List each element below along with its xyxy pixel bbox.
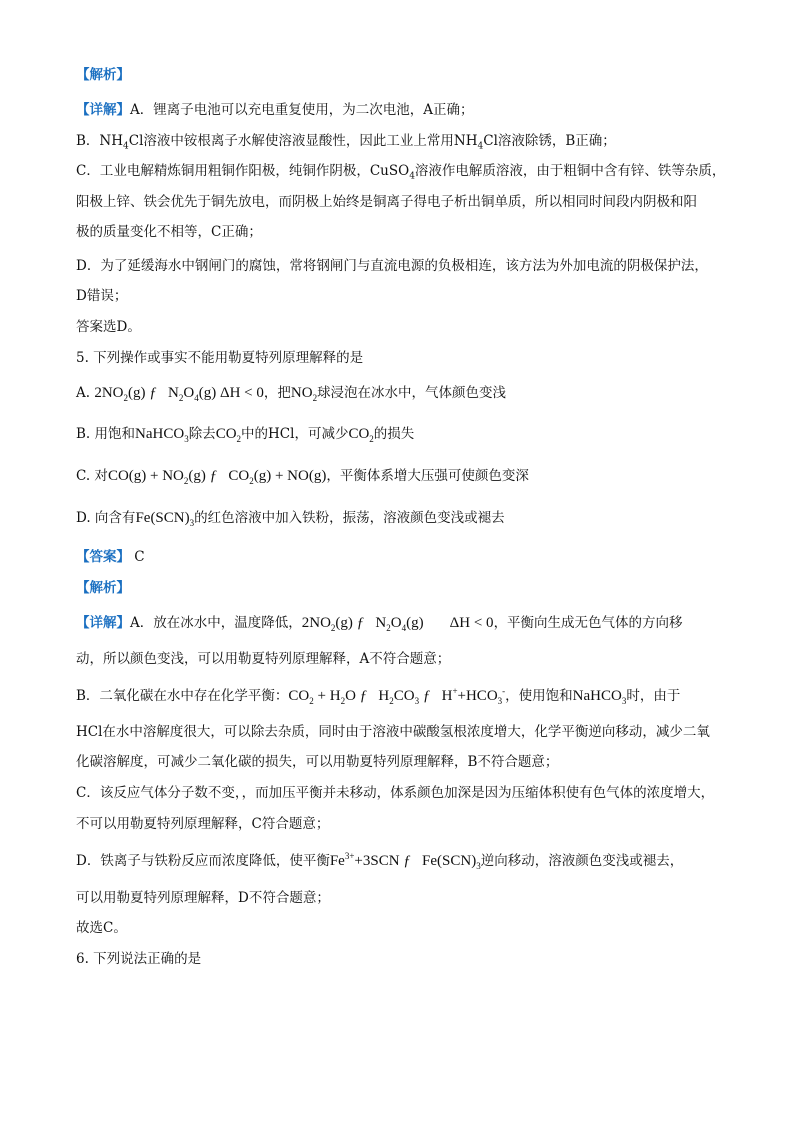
text-line: D．铁离子与铁粉反应而浓度降低，使平衡$Fe^{3+}+3SCN$ ƒ $Fe(SCN)_3$逆向移动，溶液颜色变浅或褪去， — [76, 851, 684, 871]
answer-line: 【答案】 C — [76, 549, 145, 565]
text-line: HCl在水中溶解度很大，可以除去杂质，同时由于溶液中碳酸氢根浓度增大，化学平衡逆向移动，减少二氧 — [76, 724, 710, 740]
text-line: C．工业电解精炼铜用粗铜作阳极，纯铜作阴极，CuSO$_4$溶液作电解质溶液，由于粗铜中含有锌、铁等杂质， — [76, 163, 726, 182]
section-heading-analysis: 【解析】 — [76, 67, 130, 83]
option-b: B. 用饱和NaHCO$_3$除去$CO_2$中的HCl，可减少$CO_2$的损失 — [76, 426, 415, 444]
text-line: 【详解】A．放在冰水中，温度降低，$2NO_2(g)$ ƒ $N_2O_4(g) \Delta H < 0$，平衡向生成无色气体的方向移 — [76, 615, 683, 633]
text-line: D．为了延缓海水中钢闸门的腐蚀，常将钢闸门与直流电源的负极相连，该方法为外加电流的阴极保护法， — [76, 258, 708, 274]
text-line: B．$NH_4Cl$溶液中铵根离子水解使溶液显酸性，因此工业上常用$NH_4Cl$溶液除锈，B正确； — [76, 133, 616, 152]
text-line: 极的质量变化不相等，C正确； — [76, 224, 262, 240]
text-line: 阳极上锌、铁会优先于铜先放电，而阴极上始终是铜离子得电子析出铜单质，所以相同时间段内阴极和阳 — [76, 194, 697, 210]
text-line: 化碳溶解度，可减少二氧化碳的损失，可以用勒夏特列原理解释，B不符合题意； — [76, 754, 559, 770]
text-line: B．二氧化碳在水中存在化学平衡：$CO_2 + H_2O$ ƒ $H_2CO_3$ ƒ $H^++HCO_3^-$，使用饱和NaHCO$_3$时，由于 — [76, 686, 681, 706]
text-line: 答案选D。 — [76, 319, 141, 335]
text-line: 【详解】A．锂离子电池可以充电重复使用，为二次电池，A正确； — [76, 102, 474, 118]
question-stem: 5. 下列操作或事实不能用勒夏特列原理解释的是 — [76, 350, 364, 366]
text-line: 可以用勒夏特列原理解释，D不符合题意； — [76, 890, 330, 906]
text-line: D错误； — [76, 288, 128, 304]
question-stem: 6. 下列说法正确的是 — [76, 951, 202, 967]
section-heading-analysis: 【解析】 — [76, 580, 130, 596]
text-line: 故选C。 — [76, 920, 127, 936]
option-d: D. 向含有$Fe(SCN)_3$的红色溶液中加入铁粉，振荡，溶液颜色变浅或褪去 — [76, 510, 505, 528]
option-a: A. $2NO_2(g)$ ƒ $N_2O_4(g) \Delta H < 0$，把$NO_2$球浸泡在冰水中，气体颜色变浅 — [76, 385, 507, 403]
option-c: C. 对$CO(g) + NO_2(g)$ ƒ $CO_2(g) + NO(g)$，平衡体系增大压强可使颜色变深 — [76, 468, 529, 486]
text-line: C．该反应气体分子数不变，，而加压平衡并未移动，体系颜色加深是因为压缩体积使有色气体的浓度增大， — [76, 785, 715, 801]
text-line: 动，所以颜色变浅，可以用勒夏特列原理解释，A不符合题意； — [76, 651, 451, 667]
text-line: 不可以用勒夏特列原理解释，C符合题意； — [76, 816, 330, 832]
